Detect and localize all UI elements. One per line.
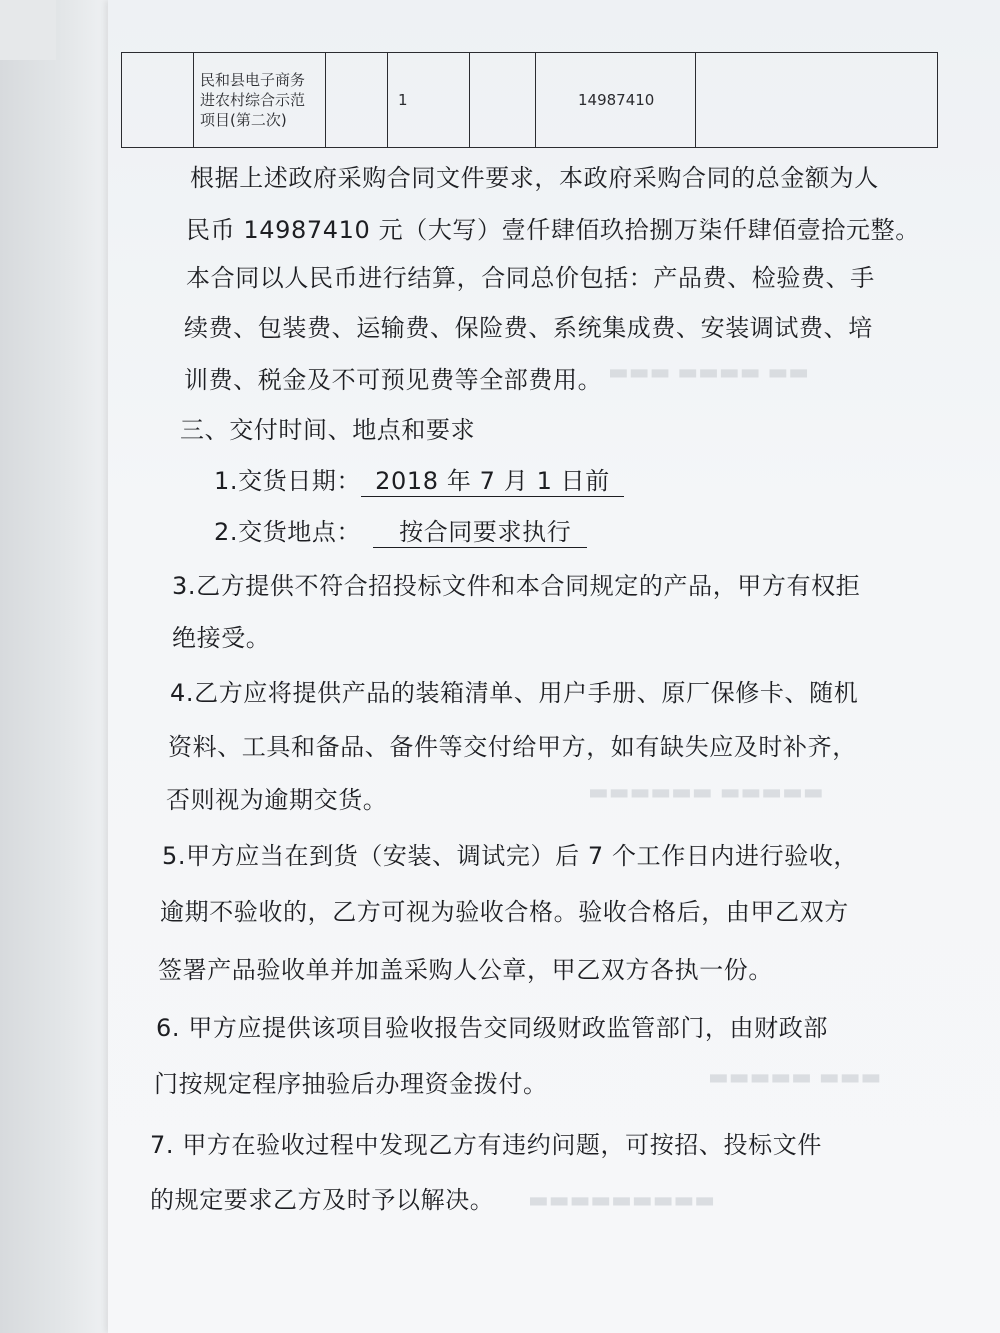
- delivery-place-line: [214, 512, 587, 548]
- bleed-through-mark: ▬▬▬▬▬ ▬▬▬: [708, 1065, 882, 1090]
- table-cell-item-name: [194, 53, 326, 147]
- body-line: 4.乙方应将提供产品的装箱清单、用户手册、原厂保修卡、随机: [170, 679, 859, 707]
- delivery-place-value: 按合同要求执行: [373, 512, 587, 548]
- body-line: 否则视为逾期交货。: [166, 786, 388, 814]
- body-line: 根据上述政府采购合同文件要求，本政府采购合同的总金额为人: [190, 164, 879, 192]
- body-line: 本合同以人民币进行结算，合同总价包括：产品费、检验费、手: [186, 264, 875, 292]
- delivery-date-label: 1.交货日期：: [214, 467, 362, 495]
- table-cell-index: [122, 53, 194, 147]
- table-cell-spec: [326, 53, 388, 147]
- body-line: 6. 甲方应提供该项目验收报告交同级财政监管部门，由财政部: [156, 1014, 828, 1042]
- contract-table-row: [121, 52, 938, 148]
- delivery-place-label: 2.交货地点：: [214, 518, 362, 546]
- table-cell-unit-price: [470, 53, 536, 147]
- body-line: 资料、工具和备品、备件等交付给甲方，如有缺失应及时补齐，: [168, 733, 857, 761]
- bleed-through-mark: ▬▬▬▬▬▬▬▬▬: [528, 1188, 716, 1213]
- bleed-through-mark: ▬▬▬▬▬▬ ▬▬▬▬▬: [588, 780, 824, 805]
- adjacent-page-stub: [0, 0, 56, 60]
- table-cell-quantity: [388, 53, 470, 147]
- body-line: 训费、税金及不可预见费等全部费用。: [184, 366, 603, 394]
- section-heading: 三、交付时间、地点和要求: [180, 416, 476, 444]
- body-line: 签署产品验收单并加盖采购人公章，甲乙双方各执一份。: [158, 956, 773, 984]
- table-cell-remarks: [696, 53, 937, 147]
- quantity-text: 1: [398, 91, 408, 109]
- delivery-date-line: [214, 461, 624, 497]
- body-line: 绝接受。: [172, 624, 271, 652]
- body-line: 7. 甲方在验收过程中发现乙方有违约问题，可按招、投标文件: [150, 1131, 822, 1159]
- body-line: 3.乙方提供不符合招投标文件和本合同规定的产品，甲方有权拒: [172, 572, 861, 600]
- body-line: 民币 14987410 元（大写）壹仟肆佰玖拾捌万柒仟肆佰壹拾元整。: [186, 216, 920, 244]
- body-line: 门按规定程序抽验后办理资金拨付。: [154, 1070, 548, 1098]
- bleed-through-mark: ▬▬▬ ▬▬▬▬ ▬▬: [608, 360, 810, 385]
- item-name-text: 民和县电子商务进农村综合示范项目(第二次): [200, 71, 306, 129]
- delivery-date-value: 2018 年 7 月 1 日前: [361, 461, 624, 497]
- amount-text: 14987410: [578, 91, 655, 109]
- body-line: 续费、包装费、运输费、保险费、系统集成费、安装调试费、培: [184, 314, 873, 342]
- body-line: 5.甲方应当在到货（安装、调试完）后 7 个工作日内进行验收，: [162, 842, 859, 870]
- adjacent-page-shadow: [0, 0, 115, 1333]
- body-line: 逾期不验收的，乙方可视为验收合格。验收合格后，由甲乙双方: [160, 898, 849, 926]
- table-cell-amount: [536, 53, 696, 147]
- body-line: 的规定要求乙方及时予以解决。: [150, 1186, 495, 1214]
